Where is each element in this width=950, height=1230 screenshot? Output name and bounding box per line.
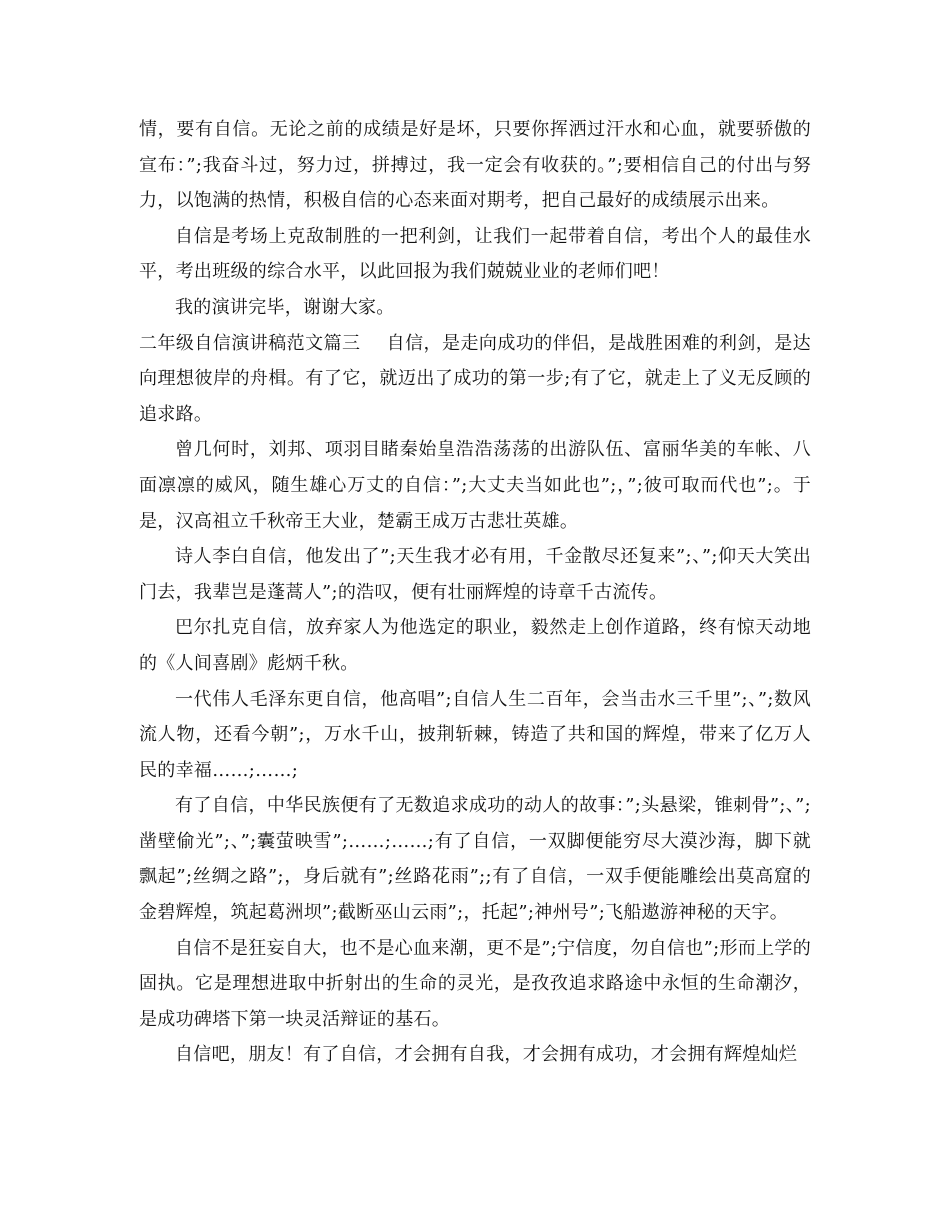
section-paragraph [139, 326, 811, 433]
paragraph: 诗人李白自信，他发出了”;天生我才必有用，千金散尽还复来”;、”;仰天大笑出门去，我辈岂是蓬蒿人”;的浩叹，便有壮丽辉煌的诗章千古流传。 [139, 546, 811, 603]
body-text [139, 112, 811, 1073]
section-text: 自信，是走向成功的伴侣，是战胜困难的利剑，是达向理想彼岸的舟楫。有了它，就迈出了成功的第一步;有了它，就走上了义无反顾的追求路。 [139, 332, 811, 425]
paragraph: 我的演讲完毕，谢谢大家。 [175, 296, 395, 318]
paragraph: 自信吧，朋友！有了自信，才会拥有自我，才会拥有成功，才会拥有辉煌灿烂 [175, 1044, 798, 1066]
section-heading: 二年级自信演讲稿范文篇三 [139, 332, 361, 354]
paragraph: 自信不是狂妄自大，也不是心血来潮，更不是”;宁信度，勿自信也”;形而上学的固执。它是理想进取中折射出的生命的灵光，是孜孜追求路途中永恒的生命潮汐，是成功碑塔下第一块灵活辩证的基石。 [139, 937, 811, 1030]
paragraph: 情，要有自信。无论之前的成绩是好是坏，只要你挥洒过汗水和心血，就要骄傲的宣布：”;我奋斗过，努力过，拼搏过，我一定会有收获的。”;要相信自己的付出与努力，以饱满的热情，积极自信的心态来面对期考，把自己最好的成绩展示出来。 [139, 119, 811, 212]
paragraph: 巴尔扎克自信，放弃家人为他选定的职业，毅然走上创作道路，终有惊天动地的《人间喜剧》彪炳千秋。 [139, 617, 811, 674]
paragraph: 曾几何时，刘邦、项羽目睹秦始皇浩浩荡荡的出游队伍、富丽华美的车帐、八面凛凛的威风，随生雄心万丈的自信：”;大丈夫当如此也”;，”;彼可取而代也”;。于是，汉高祖立千秋帝王大业，楚霸王成万古悲壮英雄。 [139, 439, 811, 532]
paragraph: 有了自信，中华民族便有了无数追求成功的动人的故事：”;头悬梁，锥刺骨”;、”;凿壁偷光”;、”;囊萤映雪”;……;……;有了自信，一双脚便能穷尽大漠沙海，脚下就飘起”;丝绸之路”;，身后就有”;丝路花雨”;;有了自信，一双手便能雕绘出莫高窟的金碧辉煌，筑起葛洲坝”;截断巫山云雨”;，托起”;神州号”;飞船遨游神秘的天宇。 [139, 795, 811, 924]
paragraph: 自信是考场上克敌制胜的一把利剑，让我们一起带着自信，考出个人的最佳水平，考出班级的综合水平，以此回报为我们兢兢业业的老师们吧！ [139, 225, 811, 283]
paragraph: 一代伟人毛泽东更自信，他高唱”;自信人生二百年，会当击水三千里”;、”;数风流人物，还看今朝”;，万水千山，披荆斩棘，铸造了共和国的辉煌，带来了亿万人民的幸福……;……; [139, 688, 811, 781]
